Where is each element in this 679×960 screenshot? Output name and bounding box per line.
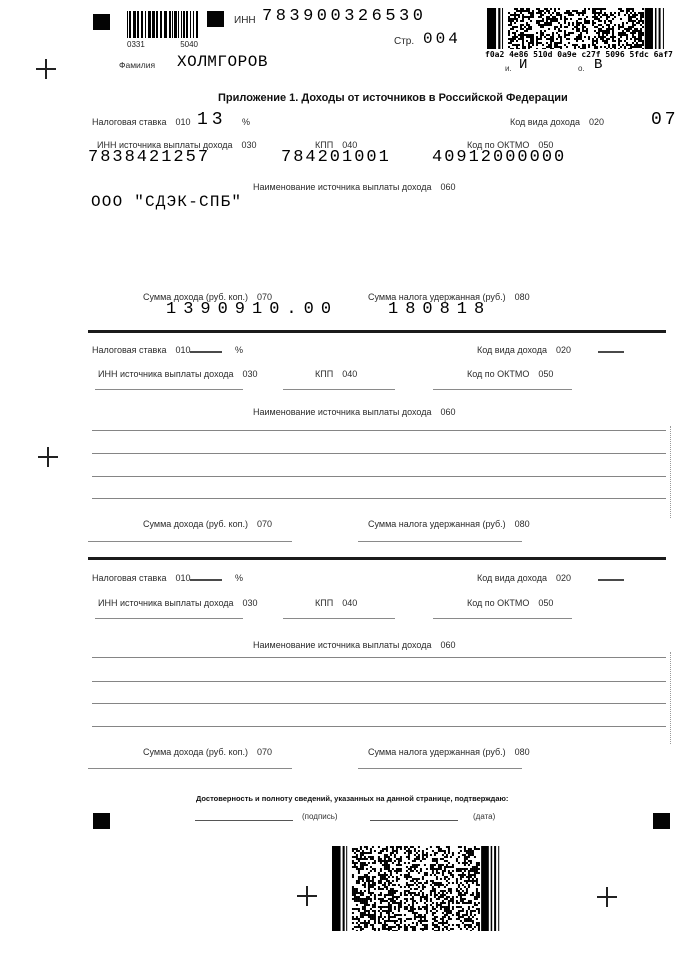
kpp-label: КПП — [315, 369, 334, 379]
kpp-label: КПП — [315, 598, 334, 608]
date-label: (дата) — [473, 812, 496, 821]
source-name-label: Наименование источника выплаты дохода — [253, 407, 432, 417]
income-sum-label: Сумма дохода (руб. коп.) — [143, 519, 248, 529]
tax-rate-code: 010 — [175, 117, 191, 127]
write-in-line — [92, 476, 666, 477]
oktmo-label: Код по ОКТМО — [467, 598, 530, 608]
confirmation-statement: Достоверность и полноту сведений, указанных на данной странице, подтверждаю: — [196, 794, 509, 803]
write-in-line — [92, 453, 666, 454]
income-sum-value: 1390910.00 — [166, 300, 339, 319]
write-in-line — [92, 681, 666, 682]
barcode-number-right: 5040 — [180, 40, 198, 49]
write-in-line — [92, 430, 666, 431]
page-number-label: Стр. — [394, 36, 415, 47]
empty-value-dash — [190, 579, 222, 581]
tax-rate-field — [92, 573, 191, 583]
tear-off-dotted-line — [670, 652, 671, 744]
tax-rate-field — [92, 345, 191, 355]
tax-withheld-code: 080 — [514, 747, 530, 757]
income-sum-code: 070 — [256, 747, 273, 757]
source-name-field — [253, 182, 456, 192]
tax-rate-label: Налоговая ставка — [92, 117, 167, 127]
source-inn-code: 030 — [241, 140, 257, 150]
source-name-label: Наименование источника выплаты дохода — [253, 182, 432, 192]
tax-rate-label: Налоговая ставка — [92, 573, 167, 583]
tax-withheld-field — [368, 519, 530, 529]
income-type-field — [477, 345, 571, 355]
registration-square — [93, 813, 110, 829]
source-inn-label: ИНН источника выплаты дохода — [98, 369, 234, 379]
signature-line — [195, 820, 293, 821]
write-in-line — [92, 726, 666, 727]
source-inn-field — [98, 369, 258, 379]
source-name-label: Наименование источника выплаты дохода — [253, 640, 432, 650]
date-line — [370, 820, 458, 821]
crop-mark-icon — [297, 886, 317, 906]
tax-withheld-code: 080 — [514, 519, 530, 529]
write-in-line — [92, 657, 666, 658]
inn-value: 783900326530 — [262, 7, 427, 26]
field-underline — [433, 389, 572, 390]
pdf417-barcode-top — [487, 8, 668, 49]
first-name-initial-value: И — [519, 57, 528, 73]
field-underline — [283, 618, 395, 619]
kpp-field — [315, 369, 357, 379]
tear-off-dotted-line — [670, 426, 671, 518]
barcode-number-left: 0331 — [127, 40, 145, 49]
source-name-code: 060 — [440, 640, 456, 650]
field-underline — [88, 768, 292, 769]
oktmo-field — [467, 369, 553, 379]
oktmo-label: Код по ОКТМО — [467, 369, 530, 379]
field-underline — [283, 389, 395, 390]
barcode-number — [127, 40, 198, 49]
tax-rate-label: Налоговая ставка — [92, 345, 167, 355]
empty-value-dash — [598, 579, 624, 581]
oktmo-code: 050 — [538, 369, 554, 379]
oktmo-label: Код по ОКТМО — [467, 140, 530, 150]
section-divider — [88, 330, 666, 333]
oktmo-code: 050 — [538, 140, 554, 150]
registration-square — [653, 813, 670, 829]
income-sum-field — [143, 519, 272, 529]
tax-rate-code: 010 — [175, 345, 191, 355]
tax-withheld-code: 080 — [514, 292, 530, 302]
source-name-code: 060 — [440, 182, 456, 192]
source-name-value: ООО "СДЭК-СПБ" — [91, 193, 243, 211]
barcode-1d — [127, 11, 198, 38]
form-title: Приложение 1. Доходы от источников в Российской Федерации — [218, 92, 568, 104]
kpp-code: 040 — [342, 369, 358, 379]
source-name-field — [253, 407, 456, 417]
signature-label: (подпись) — [302, 812, 338, 821]
source-inn-code: 030 — [242, 369, 258, 379]
registration-square — [93, 14, 110, 30]
field-underline — [95, 389, 243, 390]
income-sum-label: Сумма дохода (руб. коп.) — [143, 747, 248, 757]
source-inn-value: 7838421257 — [88, 148, 211, 167]
income-type-code: 020 — [556, 573, 572, 583]
source-inn-code: 030 — [242, 598, 258, 608]
page-number-value: 004 — [423, 30, 461, 48]
kpp-label: КПП — [315, 140, 334, 150]
barcode-hash: f0a2 4e86 510d 0a9e c27f 5096 5fdc 6af7 — [485, 50, 673, 59]
kpp-value: 784201001 — [281, 148, 391, 167]
percent-sign: % — [235, 573, 244, 583]
field-underline — [358, 541, 522, 542]
patronymic-initial-value: В — [594, 57, 603, 73]
crop-mark-icon — [36, 59, 56, 79]
empty-value-dash — [598, 351, 624, 353]
kpp-code: 040 — [342, 598, 358, 608]
tax-withheld-label: Сумма налога удержанная (руб.) — [368, 747, 506, 757]
inn-label: ИНН — [234, 15, 256, 26]
tax-rate-code: 010 — [175, 573, 191, 583]
write-in-line — [92, 703, 666, 704]
crop-mark-icon — [597, 887, 617, 907]
crop-mark-icon — [38, 447, 58, 467]
surname-value: ХОЛМГОРОВ — [177, 53, 268, 71]
income-sum-field — [143, 747, 272, 757]
income-type-field — [477, 573, 571, 583]
kpp-field — [315, 598, 357, 608]
tax-withheld-label: Сумма налога удержанная (руб.) — [368, 292, 506, 302]
section-divider — [88, 557, 666, 560]
oktmo-field — [467, 598, 553, 608]
empty-value-dash — [190, 351, 222, 353]
income-sum-code: 070 — [256, 519, 273, 529]
first-name-initial-label: и. — [505, 64, 512, 73]
income-type-field — [510, 117, 604, 127]
field-underline — [88, 541, 292, 542]
pdf417-barcode-bottom — [332, 846, 503, 931]
source-inn-label: ИНН источника выплаты дохода — [98, 598, 234, 608]
source-name-code: 060 — [440, 407, 456, 417]
tax-rate-value: 13 — [197, 110, 227, 130]
tax-withheld-label: Сумма налога удержанная (руб.) — [368, 519, 506, 529]
patronymic-initial-label: о. — [578, 64, 585, 73]
percent-sign: % — [235, 345, 244, 355]
oktmo-code: 050 — [538, 598, 554, 608]
source-inn-label: ИНН источника выплаты дохода — [97, 140, 233, 150]
field-underline — [95, 618, 243, 619]
oktmo-value: 40912000000 — [432, 148, 567, 167]
field-underline — [358, 768, 522, 769]
kpp-code: 040 — [342, 140, 358, 150]
income-type-label: Код вида дохода — [510, 117, 580, 127]
income-sum-code: 070 — [256, 292, 273, 302]
source-inn-field — [98, 598, 258, 608]
source-name-field — [253, 640, 456, 650]
surname-label: Фамилия — [119, 60, 156, 70]
income-sum-label: Сумма дохода (руб. коп.) — [143, 292, 248, 302]
income-type-code: 020 — [589, 117, 605, 127]
write-in-line — [92, 498, 666, 499]
income-type-code: 020 — [556, 345, 572, 355]
tax-rate-field — [92, 117, 191, 127]
percent-sign: % — [242, 117, 251, 127]
income-type-label: Код вида дохода — [477, 573, 547, 583]
income-type-label: Код вида дохода — [477, 345, 547, 355]
tax-withheld-field — [368, 747, 530, 757]
field-underline — [433, 618, 572, 619]
tax-withheld-value: 180818 — [388, 300, 492, 319]
income-type-value: 07 — [651, 110, 679, 130]
registration-square — [207, 11, 224, 27]
